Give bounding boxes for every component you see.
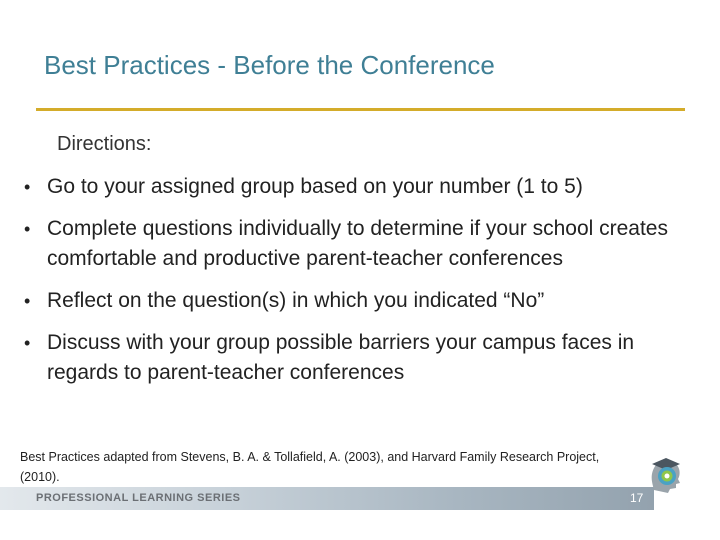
bullet-icon: • [24, 177, 31, 197]
slide-title: Best Practices - Before the Conference [44, 50, 495, 80]
page-number: 17 [630, 491, 644, 505]
bullet-text: Discuss with your group possible barriers your campus faces in regards to parent-teacher conferences [47, 331, 635, 384]
bullet-text: Go to your assigned group based on your number (1 to 5) [47, 175, 583, 198]
bullet-item [18, 286, 708, 316]
series-label: PROFESSIONAL LEARNING SERIES [36, 492, 241, 504]
citation-text: Best Practices adapted from Stevens, B. A. & Tollafield, A. (2003), and Harvard Family Research Project, (2010). [20, 450, 600, 484]
title-divider [36, 108, 685, 111]
bullet-item [18, 328, 708, 388]
head-with-gears-logo-icon [646, 454, 686, 494]
bullet-icon: • [24, 219, 31, 239]
bullet-icon: • [24, 291, 31, 311]
bullet-text: Reflect on the question(s) in which you indicated “No” [47, 289, 545, 312]
bullet-text: Complete questions individually to determine if your school creates comfortable and productive parent-teacher conferences [47, 217, 668, 270]
directions-label: Directions: [57, 133, 152, 155]
bullet-item [18, 214, 708, 274]
bullet-list [18, 172, 708, 400]
bullet-item [18, 172, 708, 202]
bullet-icon: • [24, 333, 31, 353]
